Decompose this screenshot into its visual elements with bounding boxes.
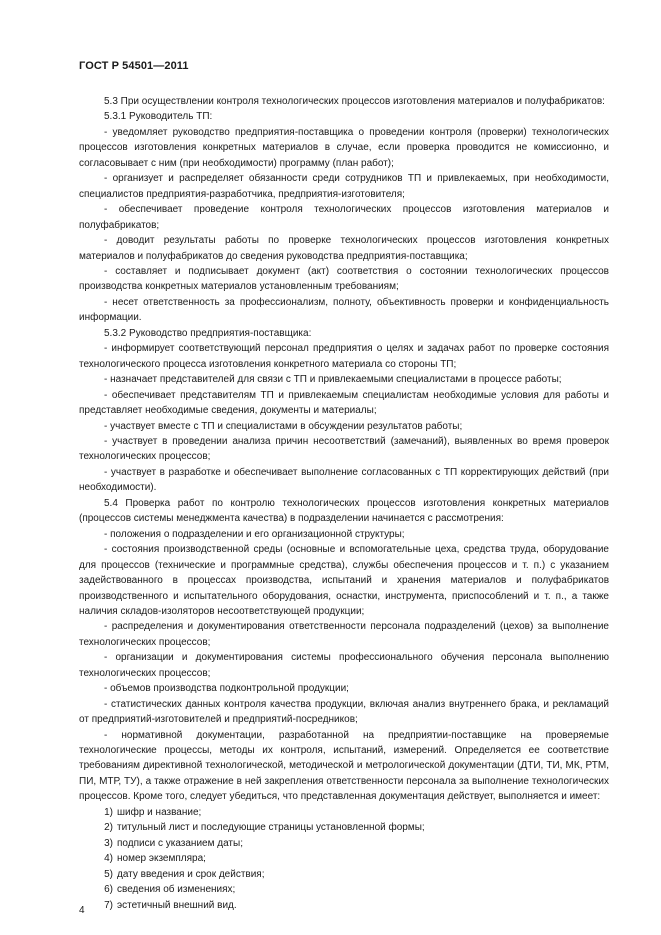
paragraph: - составляет и подписывает документ (акт) соответствия о состоянии технологических процессов производства конкретных материалов установленным требованиям; (79, 265, 609, 293)
list-item-number: 2) (104, 822, 113, 834)
paragraph: - состояния производственной среды (основные и вспомогательные цеха, средства труда, оборудование для процессов (технические и программные средства), службы обеспечения процессов и т. п.) с указанием задействованного в процессах производства, испытаний и хранения материалов и полуфабрикатов производственного и испытательного оборудования, оснастки, инструмента, приспособлений и т. п., а также наличия складов-изоляторов несоответствующей продукции; (79, 544, 609, 617)
paragraph: - обеспечивает представителям ТП и привлекаемым специалистам необходимые условия для работы и представляет необходимые сведения, документы и материалы; (79, 389, 609, 417)
paragraph: 5.4 Проверка работ по контролю технологических процессов изготовления конкретных материалов (процессов системы менеджмента качества) в подразделении начинается с рассмотрения: (79, 497, 609, 525)
paragraph: - информирует соответствующий персонал предприятия о целях и задачах работ по проверке состояния технологического процесса изготовления конкретного материала со стороны ТП; (79, 343, 609, 370)
paragraph: - распределения и документирования ответственности персонала подразделений (цехов) за выполнение технологических процессов; (79, 621, 609, 648)
list-item-number: 4) (104, 853, 113, 865)
list-item-text: номер экземпляра; (117, 853, 206, 865)
paragraph: - уведомляет руководство предприятия-поставщика о проведении контроля (проверки) технологических процессов изготовления конкретных материалов в случае, если проверка проводится не комиссионно, и согласовывает с ним (при необходимости) программу (план работ); (79, 126, 609, 169)
paragraph: - нормативной документации, разработанной на предприятии-поставщике на проверяемые технологические процессы, методы их контроля, испытаний, измерений. Определяется ее соответствие требованиям директивной технологической, методической и метрологической документации (ДТИ, ТИ, МК, РТМ, ПИ, МТР, ТУ), а также отражение в ней закрепления ответственности персонала за выполнение технологических процессов. Кроме того, следует убедиться, что представленная документация действует, выполняется и имеет: (79, 729, 609, 803)
list-item (79, 805, 609, 820)
paragraph: - участвует в проведении анализа причин несоответствий (замечаний), выявленных во время проверок технологических процессов; (79, 435, 609, 463)
list-item-number: 7) (104, 899, 113, 911)
list-item-text: титульный лист и последующие страницы установленной формы; (117, 822, 425, 834)
list-item-text: подписи с указанием даты; (117, 837, 243, 849)
list-item-number: 6) (104, 884, 113, 896)
paragraph: 5.3 При осуществлении контроля технологических процессов изготовления материалов и полуфабрикатов: (104, 96, 605, 107)
list-item (79, 882, 609, 897)
list-item-text: эстетичный внешний вид. (117, 899, 237, 911)
paragraph: - участвует в разработке и обеспечивает выполнение согласованных с ТП корректирующих действий (при необходимости). (79, 466, 609, 494)
list-item-number: 1) (104, 806, 113, 818)
list-item (79, 898, 609, 913)
paragraph: - организации и документирования системы профессионального обучения персонала выполнению технологических процессов; (79, 652, 609, 679)
list-item-number: 3) (104, 837, 113, 849)
paragraph: - доводит результаты работы по проверке технологических процессов изготовления конкретных материалов и полуфабрикатов до сведения руководства предприятия-поставщика; (79, 235, 609, 262)
paragraph: - объемов производства подконтрольной продукции; (104, 683, 349, 695)
paragraph: - несет ответственность за профессионализм, полноту, объективность проверки и конфиденциальность информации. (79, 296, 609, 324)
paragraph: - организует и распределяет обязанности среди сотрудников ТП и привлекаемых, при необходимости, специалистов предприятия-разработчика, предприятия-изготовителя; (79, 173, 609, 200)
paragraph: - обеспечивает проведение контроля технологических процессов изготовления материалов и полуфабрикатов; (79, 204, 609, 231)
paragraph: 5.3.2 Руководство предприятия-поставщика: (104, 327, 312, 339)
paragraph: - статистических данных контроля качества продукции, включая анализ внутреннего брака, и рекламаций от предприятий-изготовителей и предприятий-посредников; (79, 698, 609, 726)
paragraph: 5.3.1 Руководитель ТП: (104, 111, 213, 123)
list-item-text: дату введения и срок действия; (117, 868, 265, 880)
page-header: ГОСТ Р 54501—2011 (79, 60, 189, 72)
page-number: 4 (79, 905, 85, 916)
list-item (79, 820, 609, 835)
paragraph: - положения о подразделении и его организационной структуры; (104, 528, 405, 540)
list-item-text: сведения об изменениях; (117, 884, 236, 896)
list-item-number: 5) (104, 868, 113, 880)
list-item (79, 851, 609, 866)
paragraph: - участвует вместе с ТП и специалистами в обсуждении результатов работы; (104, 420, 463, 432)
list-item (79, 867, 609, 882)
list-item-text: шифр и название; (117, 806, 202, 818)
document-body (79, 94, 609, 913)
list-item (79, 836, 609, 851)
paragraph: - назначает представителей для связи с ТП и привлекаемыми специалистами в процессе работы; (104, 374, 562, 386)
